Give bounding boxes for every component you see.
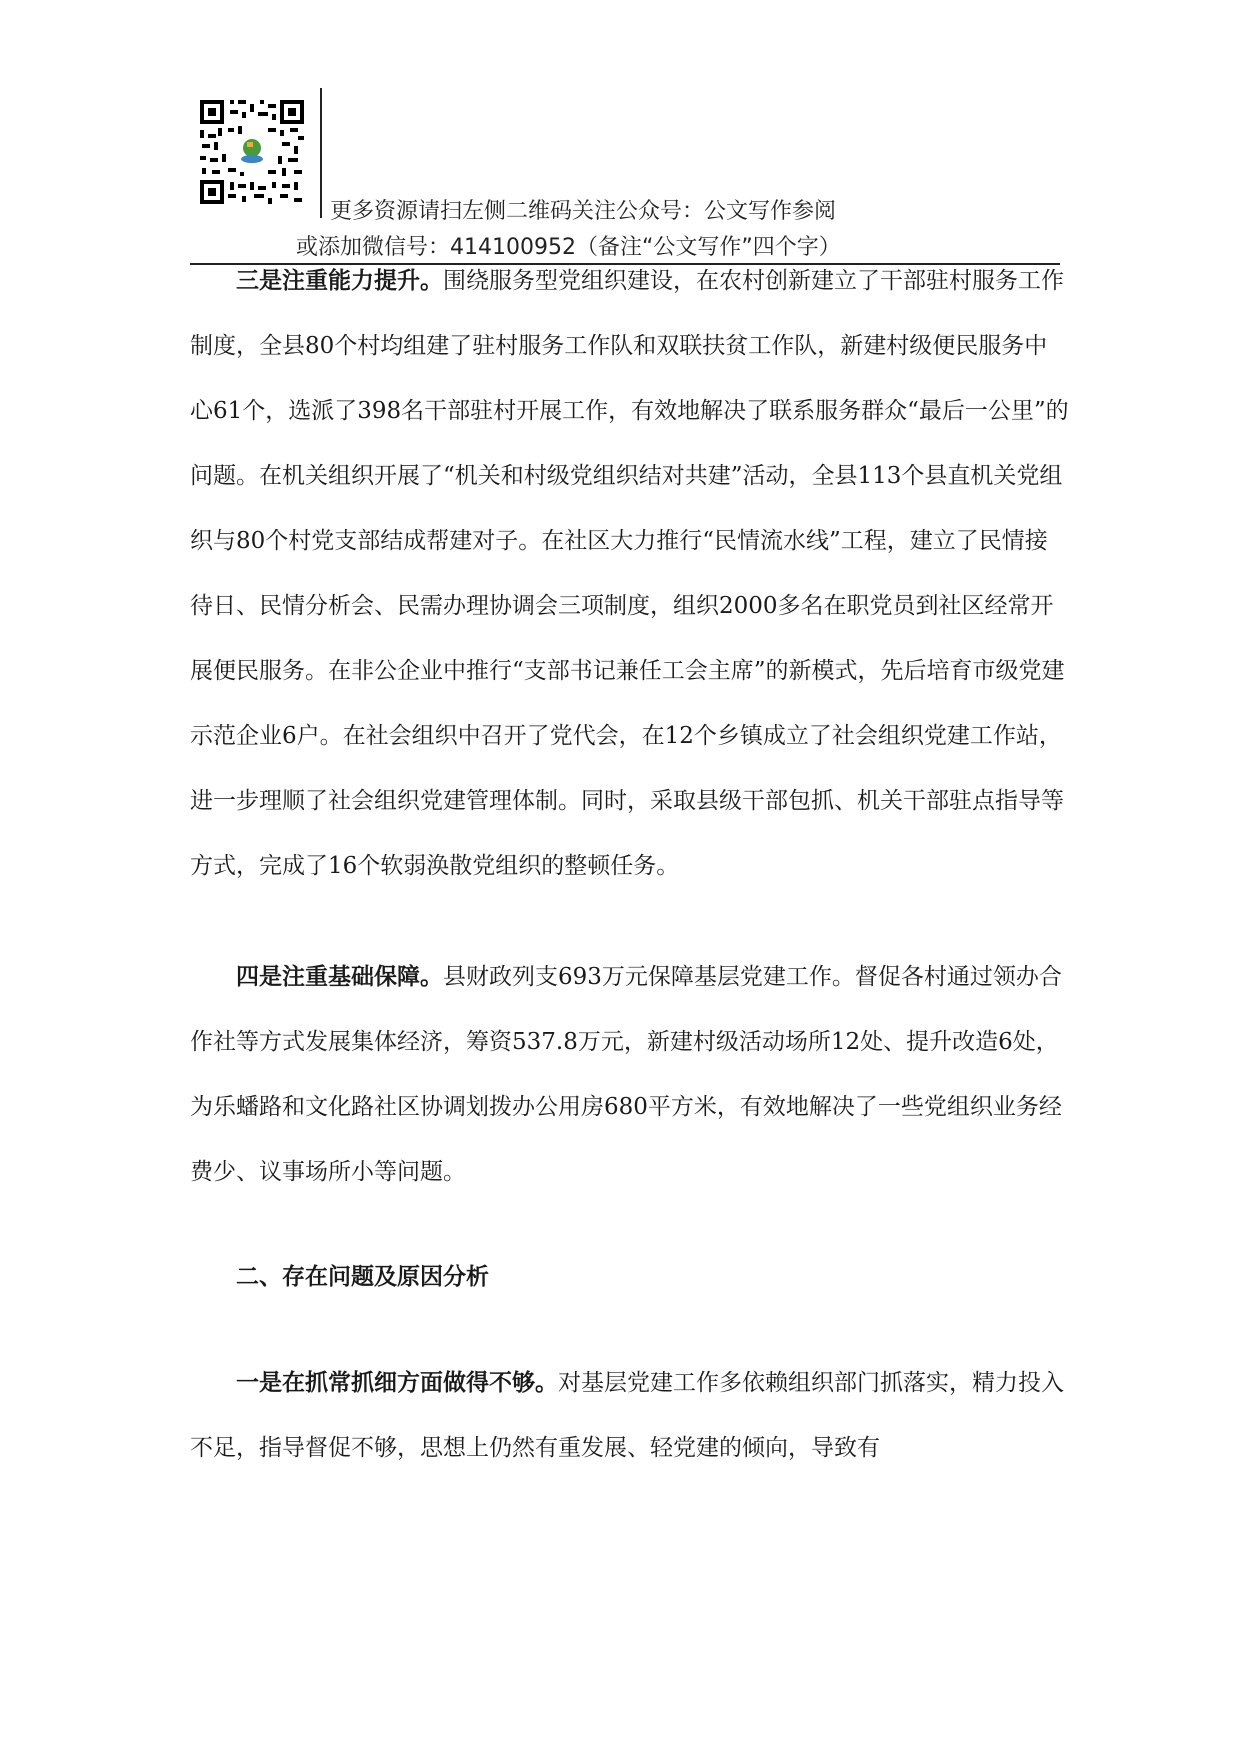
spacer: [190, 1310, 1070, 1350]
document-body: [190, 248, 1070, 1481]
paragraph-lead: 三是注重能力提升。: [236, 267, 443, 294]
spacer: [190, 1205, 1070, 1245]
header-line-2: 或添加微信号：414100952（备注“公文写作”四个字）: [296, 235, 841, 260]
paragraph-text: 对基层党建工作多依赖组织部门抓落实，精力投入不足，指导督促不够，思想上仍然有重发展、轻党建的倾向，导致有: [190, 1370, 1064, 1461]
paragraph-text: 围绕服务型党组织建设，在农村创新建立了干部驻村服务工作制度，全县80个村均组建了驻村服务工作队和双联扶贫工作队，新建村级便民服务中心61个，选派了398名干部驻村开展工作，有效地解决了联系服务群众“最后一公里”的问题。在机关组织开展了“机关和村级党组织结对共建”活动，全县113个县直机关党组织与80个村党支部结成帮建对子。在社区大力推行“民情流水线”工程，建立了民情接待日、民情分析会、民需办理协调会三项制度，组织2000多名在职党员到社区经常开展便民服务。在非公企业中推行“支部书记兼任工会主席”的新模式，先后培育市级党建示范企业6户。在社会组织中召开了党代会，在12个乡镇成立了社会组织党建工作站，进一步理顺了社会组织党建管理体制。同时，采取县级干部包抓、机关干部驻点指导等方式，完成了16个软弱涣散党组织的整顿任务。: [190, 268, 1069, 879]
paragraph-4: [190, 944, 1070, 1205]
qr-divider: [320, 88, 322, 218]
paragraph-lead: 四是注重基础保障。: [236, 963, 443, 990]
spacer: [190, 899, 1070, 944]
paragraph-lead: 一是在抓常抓细方面做得不够。: [236, 1369, 558, 1396]
page-header: [190, 88, 1060, 266]
section-title: 二、存在问题及原因分析: [236, 1264, 489, 1290]
paragraph-problem-1: [190, 1350, 1070, 1481]
header-line-1: 更多资源请扫左侧二维码关注公众号：公文写作参阅: [330, 199, 837, 224]
qr-code-icon: [198, 98, 306, 206]
paragraph-text: 县财政列支693万元保障基层党建工作。督促各村通过领办合作社等方式发展集体经济，筹资537.8万元，新建村级活动场所12处、提升改造6处，为乐蟠路和文化路社区协调划拨办公用房680平方米，有效地解决了一些党组织业务经费少、议事场所小等问题。: [190, 964, 1062, 1185]
paragraph-3: [190, 248, 1070, 899]
